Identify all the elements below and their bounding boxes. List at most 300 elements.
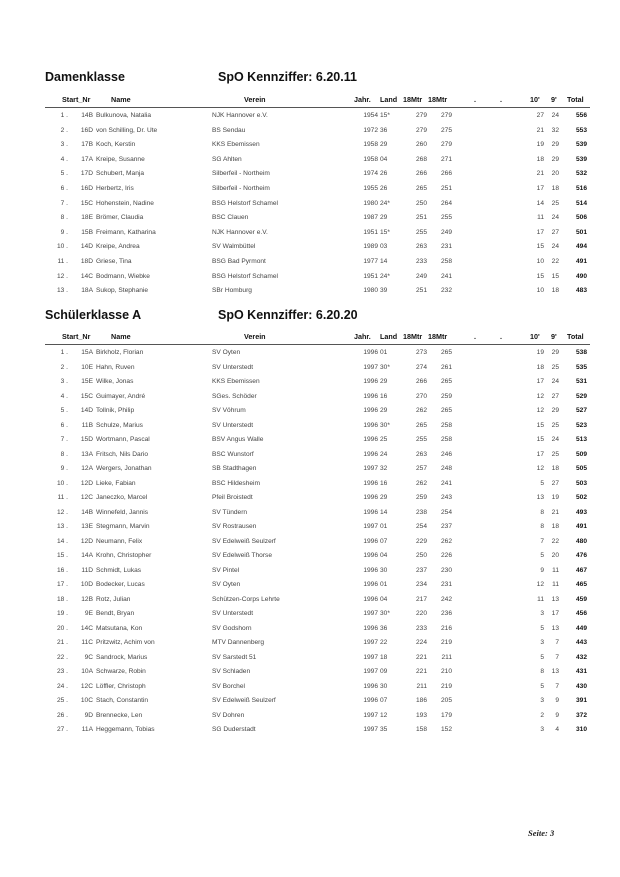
- cell-tens: 15: [536, 243, 544, 251]
- cell-place: 14 .: [57, 537, 68, 545]
- cell-tens: 17: [536, 185, 544, 192]
- cell-tens: 14: [536, 199, 544, 207]
- cell-start-nr: 11D: [81, 566, 93, 574]
- cell-place: 7 .: [60, 436, 68, 443]
- cell-name: Freimann, Katharina: [96, 228, 156, 236]
- cell-nines: 22: [551, 258, 559, 265]
- cell-tens: 8: [540, 523, 544, 530]
- cell-place: 23 .: [57, 668, 68, 675]
- table-row: [0, 393, 620, 405]
- cell-name: Kreipe, Andrea: [96, 243, 140, 251]
- table-row: [0, 141, 620, 153]
- cell-18mtr-1: 266: [415, 170, 427, 178]
- cell-tens: 5: [540, 552, 544, 559]
- table-row: [0, 523, 620, 535]
- cell-land: 04: [380, 552, 388, 559]
- cell-place: 6 .: [60, 421, 68, 429]
- cell-total: 539: [575, 155, 587, 163]
- cell-tens: 3: [540, 697, 544, 704]
- cell-land: 26: [380, 185, 388, 192]
- table-row: [0, 407, 620, 419]
- cell-place: 4 .: [60, 155, 68, 163]
- cell-tens: 12: [536, 581, 544, 588]
- cell-verein: MTV Dannenberg: [212, 639, 265, 646]
- cell-land: 07: [380, 537, 388, 545]
- cell-name: Griese, Tina: [96, 258, 132, 265]
- cell-name: Hohenstein, Nadine: [96, 199, 154, 207]
- cell-18mtr-2: 255: [440, 214, 452, 222]
- cell-land: 36: [380, 126, 388, 134]
- cell-tens: 9: [540, 566, 544, 574]
- cell-18mtr-1: 262: [415, 479, 427, 487]
- cell-name: Koch, Kerstin: [96, 141, 136, 149]
- cell-start-nr: 12D: [80, 537, 93, 545]
- table-row: [0, 364, 620, 376]
- cell-place: 9 .: [60, 228, 68, 236]
- cell-name: Hahn, Ruven: [96, 363, 135, 371]
- cell-land: 24*: [380, 272, 390, 280]
- cell-jahr: 1996: [363, 436, 378, 443]
- cell-start-nr: 12C: [80, 494, 93, 501]
- cell-nines: 32: [551, 126, 559, 134]
- cell-start-nr: 10A: [81, 668, 93, 675]
- cell-18mtr-1: 233: [415, 258, 427, 265]
- cell-18mtr-1: 279: [415, 112, 427, 119]
- cell-18mtr-1: 273: [415, 349, 427, 356]
- kennziffer-label: SpO Kennziffer: 6.20.11: [218, 70, 357, 84]
- cell-verein: BSG Helstorf Schamel: [212, 272, 278, 280]
- cell-start-nr: 12C: [80, 682, 93, 690]
- cell-18mtr-2: 258: [440, 436, 452, 443]
- cell-total: 432: [575, 653, 587, 661]
- cell-18mtr-2: 271: [440, 155, 452, 163]
- cell-nines: 24: [551, 214, 559, 222]
- cell-start-nr: 18D: [80, 258, 93, 265]
- cell-verein: SV Unterstedt: [212, 421, 254, 429]
- table-row: [0, 378, 620, 390]
- cell-verein: SV Unterstedt: [212, 363, 254, 371]
- cell-jahr: 1997: [363, 523, 378, 530]
- cell-jahr: 1996: [363, 566, 378, 574]
- cell-tens: 17: [536, 450, 544, 458]
- cell-verein: SV Oyten: [212, 581, 241, 588]
- cell-tens: 3: [540, 639, 544, 646]
- cell-nines: 27: [551, 392, 559, 400]
- cell-start-nr: 15D: [80, 436, 93, 443]
- cell-start-nr: 10C: [80, 697, 93, 704]
- cell-verein: BSC Hildesheim: [212, 479, 261, 487]
- col-verein: Verein: [244, 95, 266, 104]
- cell-nines: 20: [551, 552, 559, 559]
- cell-tens: 11: [537, 595, 544, 603]
- col-name: Name: [111, 332, 131, 341]
- cell-total: 483: [575, 287, 587, 295]
- cell-verein: NJK Hannover e.V.: [212, 228, 268, 236]
- cell-jahr: 1996: [363, 581, 378, 588]
- cell-verein: SV Borchel: [212, 682, 245, 690]
- cell-nines: 24: [551, 243, 559, 251]
- cell-place: 16 .: [57, 566, 68, 574]
- table-row: [0, 668, 620, 680]
- table-row: [0, 112, 620, 124]
- table-row: [0, 273, 620, 285]
- cell-total: 516: [575, 185, 587, 192]
- cell-total: 539: [575, 141, 587, 149]
- cell-name: Rotz, Julian: [96, 595, 131, 603]
- table-row: [0, 127, 620, 139]
- cell-land: 30*: [380, 421, 390, 429]
- cell-nines: 27: [551, 228, 559, 236]
- cell-18mtr-2: 249: [440, 228, 452, 236]
- cell-name: Schulze, Marius: [96, 421, 143, 429]
- cell-verein: BS Sendau: [212, 126, 246, 134]
- cell-name: Wergers, Jonathan: [96, 465, 152, 472]
- cell-nines: 7: [555, 682, 559, 690]
- cell-18mtr-1: 251: [415, 287, 427, 295]
- cell-18mtr-1: 217: [415, 595, 427, 603]
- cell-total: 553: [575, 126, 587, 134]
- cell-tens: 18: [536, 155, 544, 163]
- cell-start-nr: 13A: [81, 450, 93, 458]
- cell-18mtr-2: 179: [440, 711, 452, 719]
- cell-name: Schwarze, Robin: [96, 668, 146, 675]
- cell-nines: 7: [555, 653, 559, 661]
- cell-total: 372: [575, 711, 587, 719]
- cell-start-nr: 16D: [80, 185, 93, 192]
- cell-name: von Schilling, Dr. Ute: [96, 126, 158, 134]
- cell-verein: SV Edelweiß Seulzerf: [212, 537, 276, 545]
- cell-land: 01: [380, 349, 388, 356]
- cell-name: Fritsch, Nils Dario: [96, 450, 149, 458]
- cell-18mtr-1: 279: [415, 126, 427, 134]
- cell-place: 10 .: [57, 243, 68, 251]
- cell-jahr: 1980: [363, 199, 378, 207]
- cell-place: 3 .: [60, 141, 68, 149]
- cell-18mtr-2: 251: [440, 185, 452, 192]
- cell-18mtr-2: 231: [440, 243, 452, 251]
- cell-18mtr-2: 231: [440, 581, 452, 588]
- cell-nines: 13: [551, 624, 559, 632]
- cell-place: 13 .: [57, 523, 68, 530]
- cell-land: 24: [380, 450, 388, 458]
- cell-nines: 25: [551, 199, 559, 207]
- col-18mtr-1: 18Mtr: [403, 95, 423, 104]
- cell-jahr: 1997: [363, 639, 378, 646]
- cell-nines: 24: [551, 436, 559, 443]
- section-title: Schülerklasse A: [45, 308, 142, 322]
- cell-name: Janeczko, Marcel: [96, 494, 148, 501]
- cell-start-nr: 14C: [80, 272, 93, 280]
- table-row: [0, 654, 620, 666]
- cell-start-nr: 9E: [84, 610, 93, 617]
- cell-18mtr-1: 186: [415, 697, 427, 704]
- cell-name: Wilke, Jonas: [96, 378, 134, 385]
- cell-verein: Pfeil Broistedt: [212, 494, 253, 501]
- cell-start-nr: 12D: [80, 479, 93, 487]
- table-row: [0, 567, 620, 579]
- cell-jahr: 1996: [363, 624, 378, 632]
- cell-18mtr-1: 224: [415, 639, 427, 646]
- cell-jahr: 1996: [363, 508, 378, 516]
- cell-18mtr-1: 233: [415, 624, 427, 632]
- cell-start-nr: 15A: [81, 349, 93, 356]
- cell-name: Wortmann, Pascal: [96, 436, 150, 443]
- col-tens: 10': [530, 95, 540, 104]
- cell-start-nr: 11C: [81, 639, 93, 646]
- cell-start-nr: 15C: [80, 392, 93, 400]
- cell-18mtr-2: 243: [440, 494, 452, 501]
- cell-start-nr: 13E: [81, 523, 93, 530]
- cell-nines: 13: [551, 668, 559, 675]
- cell-land: 30*: [380, 363, 390, 371]
- cell-start-nr: 10E: [81, 363, 93, 371]
- cell-jahr: 1997: [363, 363, 378, 371]
- cell-nines: 21: [551, 508, 559, 516]
- cell-place: 18 .: [57, 595, 68, 603]
- cell-verein: SV Walmbüttel: [212, 243, 256, 251]
- cell-total: 514: [575, 199, 587, 207]
- col-dot-2: .: [500, 95, 502, 104]
- cell-place: 2 .: [60, 363, 68, 371]
- cell-name: Stegmann, Marvin: [96, 523, 150, 530]
- cell-jahr: 1996: [363, 552, 378, 559]
- cell-verein: SV Vöhrum: [212, 407, 246, 414]
- cell-18mtr-1: 250: [415, 199, 427, 207]
- col-dot-1: .: [474, 332, 476, 341]
- cell-18mtr-2: 262: [440, 537, 452, 545]
- cell-land: 04: [380, 595, 388, 603]
- cell-place: 1 .: [60, 112, 68, 119]
- cell-total: 491: [575, 523, 587, 530]
- cell-18mtr-1: 237: [415, 566, 427, 574]
- cell-place: 5 .: [60, 407, 68, 414]
- table-row: [0, 436, 620, 448]
- table-row: [0, 494, 620, 506]
- cell-jahr: 1974: [363, 170, 378, 178]
- cell-total: 430: [575, 682, 587, 690]
- cell-jahr: 1996: [363, 697, 378, 704]
- cell-jahr: 1958: [363, 155, 378, 163]
- cell-total: 506: [575, 214, 587, 222]
- column-header-row: [0, 95, 620, 107]
- cell-18mtr-2: 205: [440, 697, 452, 704]
- cell-place: 24 .: [57, 682, 68, 690]
- cell-verein: Silberfeil - Northeim: [212, 185, 270, 192]
- cell-name: Kreipe, Susanne: [96, 155, 145, 163]
- cell-verein: SV Edelweiß Seulzerf: [212, 697, 276, 704]
- cell-land: 22: [380, 639, 388, 646]
- cell-jahr: 1955: [363, 185, 378, 192]
- cell-verein: SV Godshorn: [212, 624, 252, 632]
- cell-land: 25: [380, 436, 388, 443]
- cell-18mtr-2: 258: [440, 421, 452, 429]
- cell-place: 12 .: [57, 272, 68, 280]
- cell-total: 490: [575, 272, 587, 280]
- cell-jahr: 1996: [363, 450, 378, 458]
- cell-verein: SGes. Schöder: [212, 392, 257, 400]
- cell-jahr: 1996: [363, 421, 378, 429]
- table-row: [0, 610, 620, 622]
- cell-jahr: 1951: [363, 272, 378, 280]
- cell-total: 310: [575, 726, 587, 733]
- cell-18mtr-1: 257: [415, 465, 427, 472]
- cell-total: 493: [575, 508, 587, 516]
- cell-verein: KKS Ebemissen: [212, 141, 260, 149]
- table-row: [0, 229, 620, 241]
- table-row: [0, 214, 620, 226]
- table-row: [0, 465, 620, 477]
- cell-18mtr-2: 211: [441, 653, 452, 661]
- cell-name: Birkholz, Florian: [96, 349, 144, 356]
- cell-total: 431: [575, 668, 587, 675]
- cell-jahr: 1997: [363, 465, 378, 472]
- cell-jahr: 1997: [363, 610, 378, 617]
- cell-verein: BSG Bad Pyrmont: [212, 258, 266, 265]
- cell-name: Bodmann, Wiebke: [96, 272, 150, 280]
- table-row: [0, 509, 620, 521]
- cell-tens: 27: [536, 112, 544, 119]
- cell-land: 29: [380, 141, 388, 149]
- cell-total: 523: [575, 421, 587, 429]
- cell-start-nr: 18E: [81, 214, 93, 222]
- cell-place: 3 .: [60, 378, 68, 385]
- cell-18mtr-1: 254: [415, 523, 427, 530]
- cell-tens: 21: [536, 170, 544, 178]
- cell-18mtr-1: 274: [415, 363, 427, 371]
- cell-start-nr: 14B: [81, 508, 93, 516]
- cell-tens: 10: [536, 258, 544, 265]
- cell-place: 26 .: [57, 711, 68, 719]
- cell-land: 29: [380, 494, 388, 501]
- col-nines: 9': [551, 332, 557, 341]
- cell-nines: 15: [551, 272, 559, 280]
- cell-verein: SBr Homburg: [212, 287, 252, 295]
- cell-place: 20 .: [57, 624, 68, 632]
- cell-place: 17 .: [57, 581, 68, 588]
- cell-total: 391: [575, 697, 587, 704]
- page-number: Seite: 3: [528, 828, 555, 838]
- table-row: [0, 639, 620, 651]
- cell-tens: 12: [536, 392, 544, 400]
- cell-18mtr-2: 216: [440, 624, 452, 632]
- cell-nines: 25: [551, 421, 559, 429]
- cell-start-nr: 14A: [81, 552, 93, 559]
- cell-jahr: 1996: [363, 595, 378, 603]
- cell-18mtr-2: 248: [440, 465, 452, 472]
- col-total: Total: [567, 95, 584, 104]
- cell-place: 10 .: [57, 479, 68, 487]
- cell-land: 14: [380, 258, 388, 265]
- cell-land: 16: [380, 392, 388, 400]
- col-land: Land: [380, 332, 398, 341]
- cell-place: 13 .: [57, 287, 68, 295]
- col-verein: Verein: [244, 332, 266, 341]
- cell-verein: SV Schladen: [212, 668, 251, 675]
- cell-nines: 4: [555, 726, 559, 733]
- cell-verein: BSC Wunstorf: [212, 450, 254, 458]
- cell-name: Sukop, Stephanie: [96, 287, 149, 295]
- cell-start-nr: 9D: [84, 711, 93, 719]
- cell-land: 16: [380, 479, 388, 487]
- cell-verein: NJK Hannover e.V.: [212, 112, 268, 119]
- cell-verein: SV Rostrausen: [212, 523, 257, 530]
- cell-tens: 5: [540, 682, 544, 690]
- cell-start-nr: 14D: [80, 407, 93, 414]
- cell-name: Lieke, Fabian: [96, 479, 136, 487]
- col-18mtr-2: 18Mtr: [428, 332, 448, 341]
- cell-nines: 7: [555, 639, 559, 646]
- cell-tens: 21: [536, 126, 544, 134]
- table-row: [0, 451, 620, 463]
- cell-tens: 17: [536, 378, 544, 385]
- cell-18mtr-2: 259: [440, 392, 452, 400]
- col-18mtr-2: 18Mtr: [428, 95, 448, 104]
- section-title: Damenklasse: [45, 70, 125, 84]
- cell-total: 443: [575, 639, 587, 646]
- cell-18mtr-1: 263: [415, 450, 427, 458]
- cell-verein: SV Dohren: [212, 711, 245, 719]
- cell-18mtr-2: 265: [440, 378, 452, 385]
- cell-total: 491: [575, 258, 587, 265]
- cell-name: Bulkunova, Natalia: [96, 112, 151, 119]
- cell-tens: 5: [540, 479, 544, 487]
- cell-tens: 8: [540, 508, 544, 516]
- cell-nines: 18: [551, 523, 559, 530]
- cell-tens: 19: [536, 141, 544, 149]
- cell-name: Guimayer, André: [96, 392, 146, 400]
- cell-land: 30: [380, 566, 388, 574]
- table-row: [0, 697, 620, 709]
- cell-verein: SG Ahlten: [212, 155, 242, 163]
- cell-18mtr-1: 193: [415, 711, 427, 719]
- table-row: [0, 480, 620, 492]
- table-row: [0, 422, 620, 434]
- cell-place: 11 .: [57, 258, 68, 265]
- cell-18mtr-1: 266: [415, 378, 427, 385]
- cell-18mtr-1: 262: [415, 407, 427, 414]
- cell-18mtr-1: 238: [415, 508, 427, 516]
- cell-18mtr-2: 241: [440, 479, 452, 487]
- cell-18mtr-2: 210: [440, 668, 452, 675]
- table-row: [0, 538, 620, 550]
- cell-tens: 3: [540, 610, 544, 617]
- cell-verein: SV Edelweiß Thorse: [212, 552, 272, 559]
- cell-start-nr: 17A: [81, 155, 93, 163]
- table-row: [0, 170, 620, 182]
- col-jahr: Jahr.: [354, 332, 371, 341]
- cell-tens: 8: [540, 668, 544, 675]
- cell-jahr: 1977: [363, 258, 378, 265]
- cell-total: 513: [575, 436, 587, 443]
- cell-18mtr-2: 226: [440, 552, 452, 559]
- col-jahr: Jahr.: [354, 95, 371, 104]
- cell-start-nr: 14D: [80, 243, 93, 251]
- cell-18mtr-2: 230: [440, 566, 452, 574]
- cell-start-nr: 14B: [81, 112, 93, 119]
- cell-18mtr-1: 270: [415, 392, 427, 400]
- cell-18mtr-2: 232: [440, 287, 452, 295]
- table-row: [0, 596, 620, 608]
- col-dot-1: .: [474, 95, 476, 104]
- cell-place: 25 .: [57, 697, 68, 704]
- cell-place: 19 .: [57, 610, 68, 617]
- cell-jahr: 1996: [363, 479, 378, 487]
- cell-nines: 11: [552, 581, 559, 588]
- cell-18mtr-1: 260: [415, 141, 427, 149]
- col-start-nr: Start_Nr: [62, 95, 91, 104]
- table-row: [0, 683, 620, 695]
- cell-jahr: 1997: [363, 726, 378, 733]
